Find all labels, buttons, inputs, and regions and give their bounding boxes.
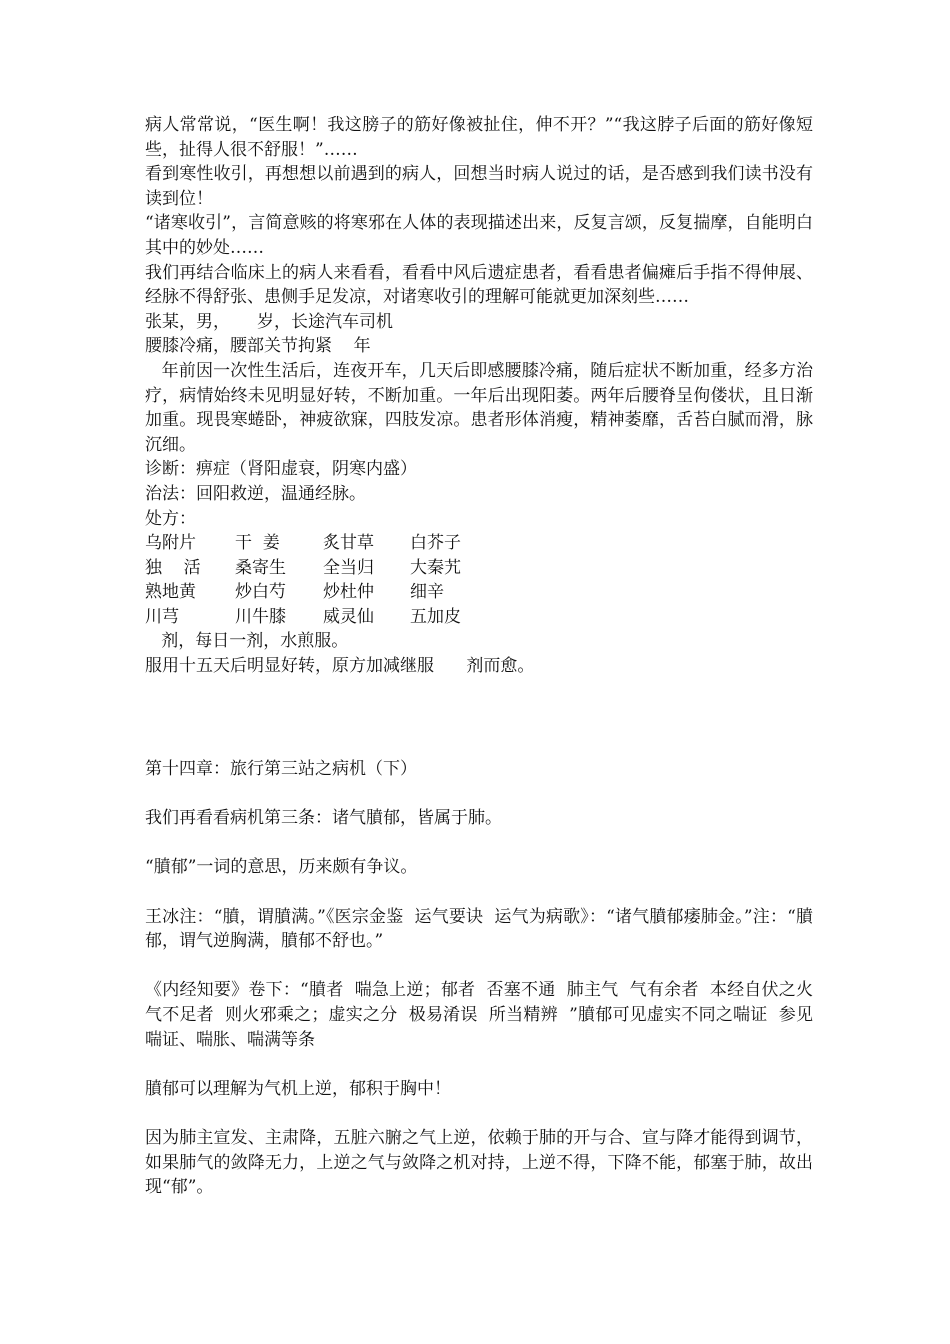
outcome: 服用十五天后明显好转，原方加减继服 剂而愈。	[145, 656, 535, 677]
herb-item: 桑寄生	[235, 557, 286, 578]
herb-item: 五加皮	[410, 606, 461, 627]
herb-item: 乌附片	[145, 533, 196, 554]
herb-item: 全当归	[323, 557, 374, 578]
paragraph: 《内经知要》卷下：“膹者 喘急上逆；郁者 否塞不通 肺主气 气有余者 本经自伏之火 气不足者 则火邪乘之；虚实之分 极易淆误 所当精辨 ”膹郁可见虚实不同之喘证 参见喘证、喘胀、喘满等条	[145, 980, 824, 1050]
diagnosis: 诊断：痹症（肾阳虚衰，阴寒内盛）	[145, 459, 417, 480]
herb-item: 细辛	[410, 582, 444, 603]
herb-item: 独 活	[145, 557, 201, 578]
herb-item: 干 姜	[235, 533, 280, 554]
prescription-row	[145, 605, 813, 630]
prescription-heading: 处方：	[145, 508, 196, 529]
case-section	[145, 113, 813, 679]
herb-item: 熟地黄	[145, 582, 196, 603]
paragraph: 我们再结合临床上的病人来看看，看看中风后遗症患者，看看患者偏瘫后手指不得伸展、经脉不得舒张、患侧手足发凉，对诸寒收引的理解可能就更加深刻些……	[145, 262, 813, 308]
herb-item: 川牛膝	[235, 606, 286, 627]
herb-item: 威灵仙	[323, 606, 374, 627]
paragraph: 病人常常说，“医生啊！我这膀子的筋好像被扯住，伸不开？”“我这脖子后面的筋好像短些，扯得人很不舒服！”……	[145, 115, 813, 160]
paragraph: “诸寒收引”，言简意赅的将寒邪在人体的表现描述出来，反复言颂，反复揣摩，自能明白其中的妙处……	[145, 213, 813, 258]
herb-item: 炒白芍	[235, 582, 286, 603]
herb-item: 川芎	[145, 606, 179, 627]
case-history: 年前因一次性生活后，连夜开车，几天后即感腰膝冷痛，随后症状不断加重，经多方治疗，病情始终未见明显好转，不断加重。一年后出现阳萎。两年后腰脊呈佝偻状，且日渐加重。现畏寒蜷卧，神疲欲寐，四肢发凉。患者形体消瘦，精神萎靡，舌苔白腻而滑，脉沉细。	[145, 360, 814, 455]
prescription-row	[145, 531, 813, 556]
chapter-title: 第十四章：旅行第三站之病机（下）	[145, 759, 417, 779]
patient-info: 张某，男， 岁，长途汽车司机	[145, 311, 394, 332]
treatment-method: 治法：回阳救逆，温通经脉。	[145, 483, 366, 504]
paragraph: 因为肺主宣发、主肃降，五脏六腑之气上逆，依赖于肺的开与合、宣与降才能得到调节，如果肺气的敛降无力，上逆之气与敛降之机对持，上逆不得，下降不能，郁塞于肺，故出现“郁”。	[145, 1127, 813, 1198]
herb-item: 炙甘草	[323, 533, 374, 554]
prescription-row	[145, 580, 813, 605]
herb-item: 白芥子	[410, 533, 461, 554]
chapter-section	[145, 757, 824, 1224]
paragraph: 王冰注：“膹，谓膹满。”《医宗金鉴 运气要诀 运气为病歌》：“诸气膹郁痿肺金。”注：“膹郁，谓气逆胸满，膹郁不舒也。”	[145, 906, 813, 952]
dosage-instruction: 剂，每日一剂，水煎服。	[145, 631, 349, 652]
paragraph: 膹郁可以理解为气机上逆，郁积于胸中！	[145, 1078, 451, 1099]
herb-item: 炒杜仲	[323, 582, 374, 603]
chief-complaint: 腰膝冷痛，腰部关节拘紧 年	[145, 336, 371, 357]
paragraph: “膹郁”一词的意思，历来颇有争议。	[145, 857, 418, 878]
paragraph: 我们再看看病机第三条：诸气膹郁，皆属于肺。	[145, 808, 502, 829]
paragraph: 看到寒性收引，再想想以前遇到的病人，回想当时病人说过的话，是否感到我们读书没有读到位！	[145, 164, 813, 209]
prescription-row	[145, 556, 813, 581]
herb-item: 大秦艽	[410, 557, 461, 578]
